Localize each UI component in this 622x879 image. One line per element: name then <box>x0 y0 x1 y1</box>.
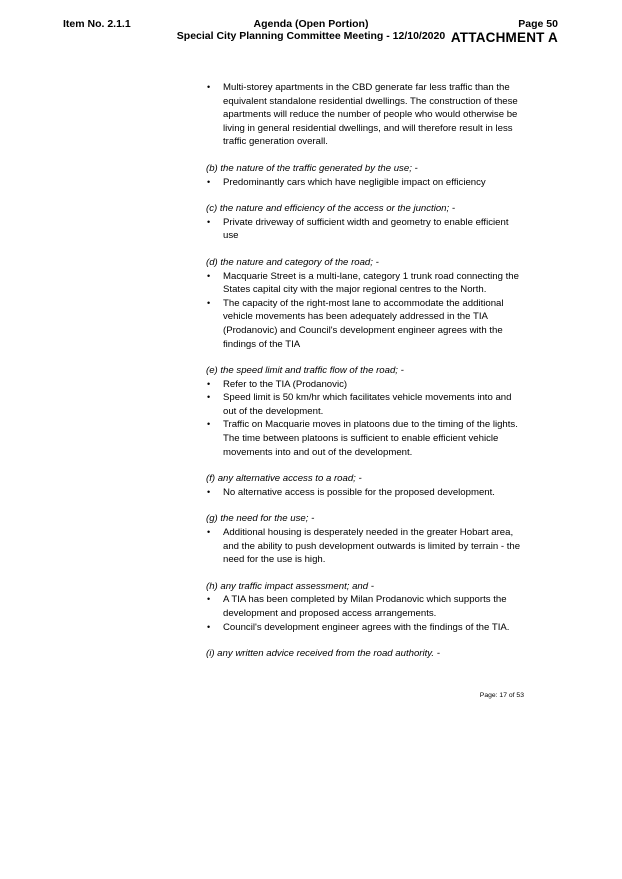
bullet-item: • Multi-storey apartments in the CBD generate far less traffic than the equivalent standalone residential dwellings. The construction of these apartments will reduce the number of people who would otherwise be living in general residential dwellings, and will therefore result in less traffic generation overall. <box>206 81 524 149</box>
bullet-item: • Private driveway of sufficient width and geometry to enable efficient use <box>206 216 524 243</box>
section-heading: (b) the nature of the traffic generated by the use; - <box>206 162 418 174</box>
section-d <box>206 256 524 351</box>
intro-bullet-list <box>206 81 524 149</box>
bullet-list <box>206 593 524 634</box>
document-body <box>206 81 524 674</box>
item-number: Item No. 2.1.1 <box>63 18 131 30</box>
bullet-list <box>206 216 524 243</box>
meeting-title: Special City Planning Committee Meeting - 12/10/2020 <box>176 30 446 42</box>
section-f <box>206 472 524 499</box>
section-b <box>206 162 524 189</box>
section-heading: (f) any alternative access to a road; - <box>206 473 362 485</box>
bullet-item: • No alternative access is possible for the proposed development. <box>206 486 524 500</box>
bullet-list <box>206 378 524 460</box>
page-count-footer: Page: 17 of 53 <box>479 692 524 699</box>
section-h <box>206 580 524 634</box>
attachment-label: ATTACHMENT A <box>450 30 558 45</box>
bullet-item: • A TIA has been completed by Milan Prodanovic which supports the development and proposed access arrangements. <box>206 593 524 620</box>
section-c <box>206 202 524 243</box>
section-heading: (e) the speed limit and traffic flow of the road; - <box>206 365 404 377</box>
bullet-item: • Additional housing is desperately needed in the greater Hobart area, and the ability to push development outwards is limited by terrain - the need for the use is high. <box>206 526 524 567</box>
bullet-list <box>206 486 524 500</box>
page-number: Page 50 <box>518 18 558 30</box>
section-e <box>206 364 524 459</box>
bullet-item: • Council's development engineer agrees with the findings of the TIA. <box>206 621 524 635</box>
bullet-item: • Macquarie Street is a multi-lane, category 1 trunk road connecting the States capital city with the major regional centres to the North. <box>206 270 524 297</box>
bullet-item: • The capacity of the right-most lane to accommodate the additional vehicle movements has been adequately addressed in the TIA (Prodanovic) and Council's development engineer agrees with the findings of the TIA <box>206 297 524 351</box>
bullet-item: • Predominantly cars which have negligible impact on efficiency <box>206 176 524 190</box>
bullet-item: • Speed limit is 50 km/hr which facilitates vehicle movements into and out of the development. <box>206 391 524 418</box>
bullet-list <box>206 526 524 567</box>
section-heading: (c) the nature and efficiency of the access or the junction; - <box>206 203 456 215</box>
section-heading: (g) the need for the use; - <box>206 513 315 525</box>
section-heading: (h) any traffic impact assessment; and - <box>206 580 374 592</box>
bullet-item: • Refer to the TIA (Prodanovic) <box>206 378 524 392</box>
agenda-title: Agenda (Open Portion) <box>253 18 369 30</box>
bullet-list <box>206 176 524 190</box>
bullet-item: • Traffic on Macquarie moves in platoons due to the timing of the lights. The time between platoons is sufficient to enable efficient vehicle movements into and out of the development. <box>206 418 524 459</box>
page-header <box>451 18 558 45</box>
section-i <box>206 647 524 661</box>
section-heading: (i) any written advice received from the road authority. - <box>206 648 440 660</box>
section-heading: (d) the nature and category of the road; - <box>206 256 379 268</box>
intro-section <box>206 81 524 149</box>
section-g <box>206 512 524 566</box>
bullet-list <box>206 270 524 352</box>
